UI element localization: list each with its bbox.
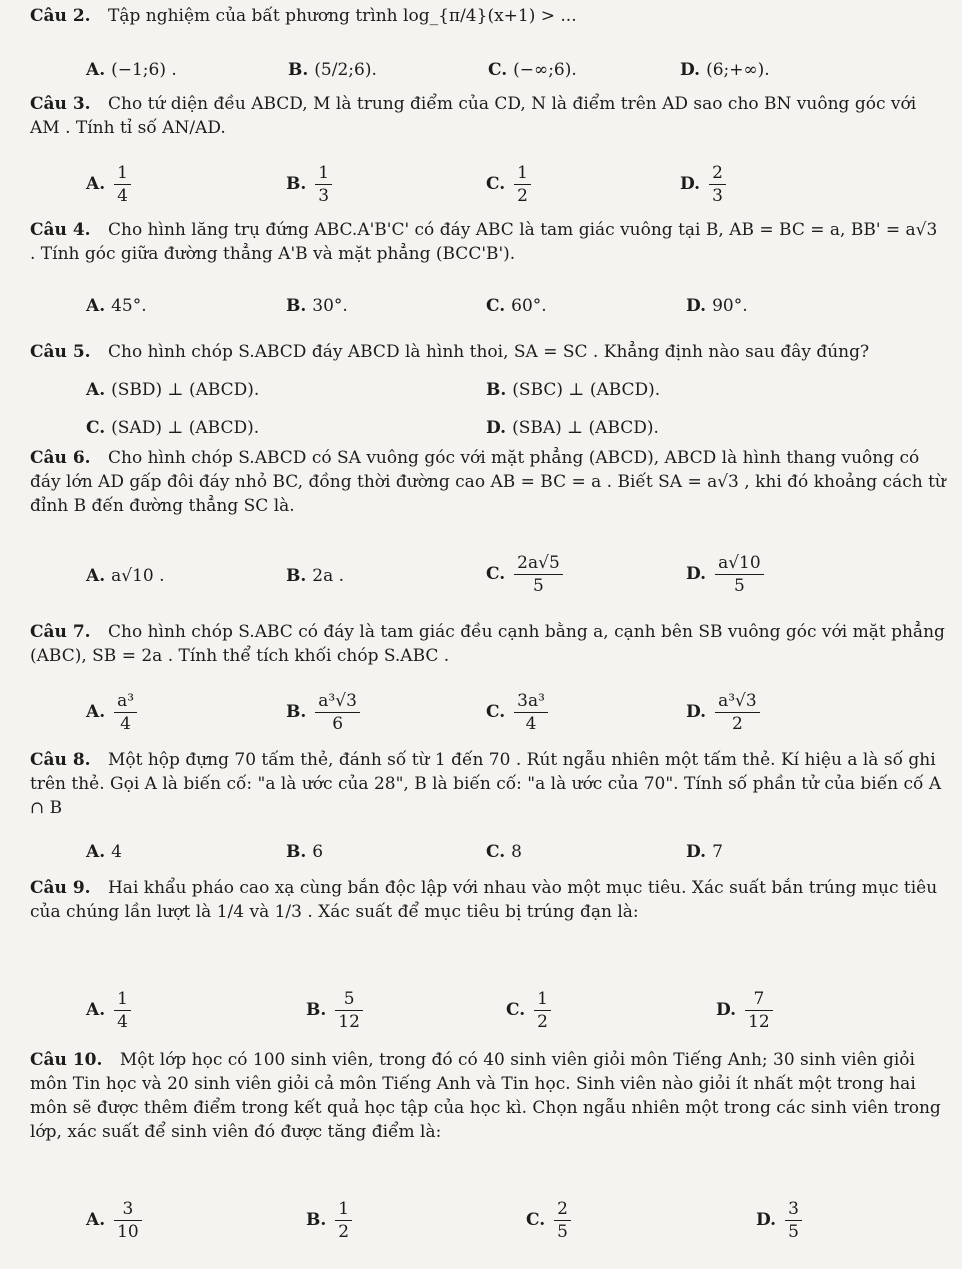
option-d: D. (6;+∞). (680, 60, 770, 80)
question-stem: Cho hình chóp S.ABCD có SA vuông góc với mặt phẳng (ABCD), ABCD là hình thang vuông có đáy lớn AD gấp đôi đáy nhỏ BC, đồng thời đường cao AB = BC = a . Biết SA = a√3 , khi đó khoảng cách từ đỉnh B đến đường thẳng SC là. (30, 448, 946, 516)
question-stem: Cho hình lăng trụ đứng ABC.A'B'C' có đáy ABC là tam giác vuông tại B, AB = BC = a, BB' = a√3 . Tính góc giữa đường thẳng A'B và mặt phẳng (BCC'B'). (30, 220, 938, 264)
option-a: A. 45°. (86, 296, 147, 316)
question-8 (30, 748, 948, 820)
option-c: C. $\frac{1}{2}$ (486, 162, 534, 207)
question-number: Câu 6. (30, 448, 91, 468)
question-3 (30, 92, 948, 140)
option-b: B. $\frac{5}{12}$ (306, 988, 366, 1033)
question-stem: Tập nghiệm của bất phương trình log_{π/4}(x+1) > ... (107, 6, 577, 26)
option-c: C. $\frac{2a√5}{5}$ (486, 552, 566, 597)
question-stem: Cho tứ diện đều ABCD, M là trung điểm của CD, N là điểm trên AD sao cho BN vuông góc với AM . Tính tỉ số AN/AD. (30, 94, 917, 138)
option-b: B. $\frac{1}{2}$ (306, 1198, 355, 1243)
question-stem: Hai khẩu pháo cao xạ cùng bắn độc lập với nhau vào một mục tiêu. Xác suất bắn trúng mục tiêu của chúng lần lượt là 1/4 và 1/3 . Xác suất để mục tiêu bị trúng đạn là: (30, 878, 938, 922)
question-9 (30, 876, 948, 924)
option-d: D. $\frac{\text{a³√3}}{2}$ (686, 690, 763, 735)
question-stem: Một hộp đựng 70 tấm thẻ, đánh số từ 1 đến 70 . Rút ngẫu nhiên một tấm thẻ. Kí hiệu a là số ghi trên thẻ. Gọi A là biến cố: "a là ước của 28", B là biến cố: "a là ước của 70". Tính số phần tử của biến cố A ∩ B (30, 750, 942, 818)
option-a: A. $\frac{1}{4}$ (86, 988, 134, 1033)
option-d: D. $\frac{2}{3}$ (680, 162, 729, 207)
question-10 (30, 1048, 948, 1144)
question-number: Câu 2. (30, 6, 91, 26)
question-stem: Cho hình chóp S.ABC có đáy là tam giác đều cạnh bằng a, cạnh bên SB vuông góc với mặt phẳng (ABC), SB = 2a . Tính thể tích khối chóp S.ABC . (30, 622, 945, 666)
option-c: C. (−∞;6). (488, 60, 577, 80)
option-b: B. $\frac{1}{3}$ (286, 162, 335, 207)
option-b: B. (5/2;6). (288, 60, 377, 80)
option-d: D. $\frac{3}{5}$ (756, 1198, 805, 1243)
option-c: C. 8 (486, 842, 522, 862)
option-a: A. a√10 . (86, 566, 165, 586)
option-d: D. 7 (686, 842, 723, 862)
option-a: A. 4 (86, 842, 122, 862)
option-a: A. (−1;6) . (86, 60, 177, 80)
question-number: Câu 10. (30, 1050, 103, 1070)
option-c: C. $\frac{1}{2}$ (506, 988, 554, 1033)
option-c: C. $\frac{2}{5}$ (526, 1198, 574, 1243)
question-2 (30, 4, 948, 28)
question-7 (30, 620, 948, 668)
question-number: Câu 8. (30, 750, 91, 770)
option-a: A. $\frac{\text{a³}}{4}$ (86, 690, 140, 735)
option-d: D. $\frac{7}{12}$ (716, 988, 776, 1033)
question-number: Câu 3. (30, 94, 91, 114)
option-c: C. (SAD) ⊥ (ABCD). (86, 418, 260, 438)
question-number: Câu 5. (30, 342, 91, 362)
question-stem: Một lớp học có 100 sinh viên, trong đó có 40 sinh viên giỏi môn Tiếng Anh; 30 sinh viên giỏi môn Tin học và 20 sinh viên giỏi cả môn Tiếng Anh và Tin học. Sinh viên nào giỏi ít nhất một trong hai môn sẽ được thêm điểm trong kết quả học tập của học kì. Chọn ngẫu nhiên một trong các sinh viên trong lớp, xác suất để sinh viên đó được tăng điểm là: (30, 1050, 941, 1142)
option-b: B. $\frac{\text{a³√3}}{6}$ (286, 690, 363, 735)
question-number: Câu 9. (30, 878, 91, 898)
question-number: Câu 7. (30, 622, 91, 642)
option-a: A. (SBD) ⊥ (ABCD). (86, 380, 260, 400)
option-c: C. $\frac{\text{3a³}}{4}$ (486, 690, 551, 735)
option-a: A. $\frac{1}{4}$ (86, 162, 134, 207)
question-number: Câu 4. (30, 220, 91, 240)
option-b: B. (SBC) ⊥ (ABCD). (486, 380, 661, 400)
question-stem: Cho hình chóp S.ABCD đáy ABCD là hình thoi, SA = SC . Khẳng định nào sau đây đúng? (107, 342, 870, 362)
question-4 (30, 218, 948, 266)
option-d: D. $\frac{a√10}{5}$ (686, 552, 767, 597)
option-b: B. 6 (286, 842, 324, 862)
option-d: D. 90°. (686, 296, 748, 316)
option-b: B. 2a . (286, 566, 345, 586)
option-d: D. (SBA) ⊥ (ABCD). (486, 418, 659, 438)
option-a: A. $\frac{3}{10}$ (86, 1198, 145, 1243)
question-5 (30, 340, 948, 364)
option-c: C. 60°. (486, 296, 547, 316)
option-b: B. 30°. (286, 296, 348, 316)
question-6 (30, 446, 948, 518)
